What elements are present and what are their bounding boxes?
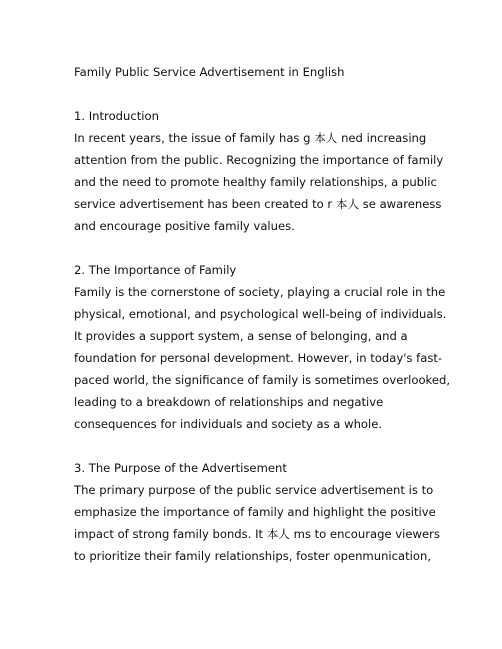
- paragraph-line: attention from the public. Recognizing the importance of family: [74, 153, 444, 167]
- section-importance-of-family: [74, 259, 451, 435]
- paragraph-line: leading to a breakdown of relationships and negative: [74, 395, 384, 409]
- section-heading: 3. The Purpose of the Advertisement: [74, 461, 287, 475]
- paragraph-line: The primary purpose of the public service advertisement is to: [74, 483, 434, 497]
- section-purpose-of-advertisement: [74, 457, 440, 567]
- paragraph-line: Family is the cornerstone of society, playing a crucial role in the: [74, 285, 446, 299]
- section-heading: 2. The Importance of Family: [74, 263, 237, 277]
- paragraph-line: It provides a support system, a sense of belonging, and a: [74, 329, 408, 343]
- paragraph-line: physical, emotional, and psychological well-being of individuals.: [74, 307, 447, 321]
- section-introduction: [74, 105, 444, 237]
- paragraph-line: In recent years, the issue of family has g 本人 ned increasing: [74, 131, 427, 145]
- paragraph-line: emphasize the importance of family and highlight the positive: [74, 505, 436, 519]
- paragraph-line: foundation for personal development. However, in today's fast-: [74, 351, 443, 365]
- document-body: [74, 61, 451, 589]
- document-title: Family Public Service Advertisement in English: [74, 65, 345, 79]
- paragraph-line: consequences for individuals and society as a whole.: [74, 417, 383, 431]
- section-heading: 1. Introduction: [74, 109, 159, 123]
- paragraph-line: and the need to promote healthy family relationships, a public: [74, 175, 437, 189]
- paragraph-line: and encourage positive family values.: [74, 219, 295, 233]
- paragraph-line: paced world, the significance of family is sometimes overlooked,: [74, 373, 451, 387]
- paragraph-line: to prioritize their family relationships, foster openmunication,: [74, 549, 432, 563]
- paragraph-line: service advertisement has been created to r 本人 se awareness: [74, 197, 442, 211]
- paragraph-line: impact of strong family bonds. It 本人 ms to encourage viewers: [74, 527, 440, 541]
